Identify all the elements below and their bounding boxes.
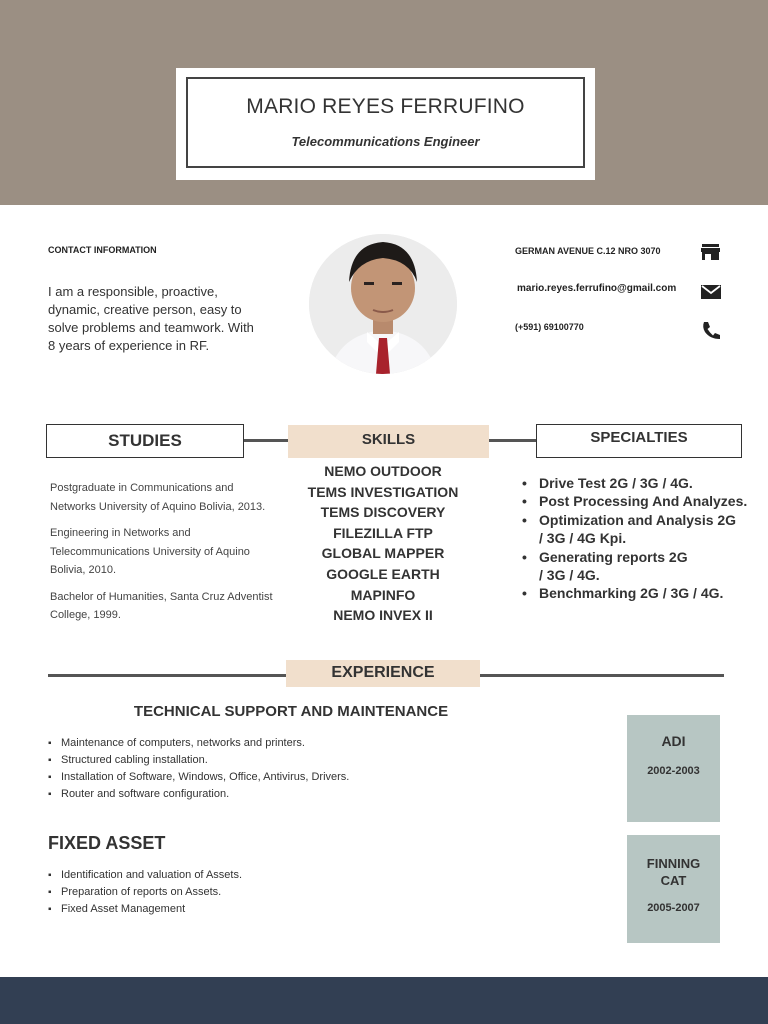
duty-item: ▪ Fixed Asset Management (48, 901, 242, 918)
experience-title: TECHNICAL SUPPORT AND MAINTENANCE (133, 703, 449, 720)
org-card (627, 835, 720, 943)
skills-heading: SKILLS (288, 425, 489, 458)
footer-band (0, 977, 768, 1024)
specialty-item: • Drive Test 2G / 3G / 4G. (520, 474, 760, 492)
name-card (176, 68, 595, 180)
org-name: ADI (661, 733, 686, 749)
org-years: 2005-2007 (647, 902, 700, 914)
store-icon (700, 242, 722, 262)
studies-heading: STUDIES (46, 424, 244, 458)
skills-list (283, 461, 483, 626)
mail-icon (700, 282, 722, 302)
skill-item: MAPINFO (350, 586, 416, 603)
study-item: Engineering in Networks and Telecommunications University of Aquino Bolivia, 2010. (50, 527, 250, 576)
skill-item: GLOBAL MAPPER (321, 545, 445, 562)
study-item: Bachelor of Humanities, Santa Cruz Adventist College, 1999. (50, 590, 273, 621)
phone-icon (700, 320, 722, 340)
specialty-item: • Post Processing And Analyzes. (520, 492, 760, 510)
experience-heading: EXPERIENCE (286, 660, 480, 687)
duty-item: ▪ Maintenance of computers, networks and printers. (48, 735, 349, 752)
org-name: FINNING CAT (646, 856, 701, 888)
duty-item: ▪ Structured cabling installation. (48, 752, 349, 769)
skill-item: NEMO INVEX II (333, 607, 433, 624)
experience-title: FIXED ASSET (48, 833, 166, 853)
specialty-item: • Benchmarking 2G / 3G / 4G. (520, 584, 760, 602)
bio-text: I am a responsible, proactive, dynamic, creative person, easy to solve problems and teamwork. With 8 years of experience in RF. (48, 284, 254, 353)
profile-photo (309, 234, 457, 374)
duty-item: ▪ Preparation of reports on Assets. (48, 884, 242, 901)
contact-heading: CONTACT INFORMATION (48, 245, 157, 255)
duty-item: ▪ Identification and valuation of Assets. (48, 867, 242, 884)
studies-list (50, 479, 280, 633)
skill-item: GOOGLE EARTH (326, 565, 440, 582)
name-frame (186, 77, 585, 168)
specialties-heading: SPECIALTIES (536, 424, 742, 458)
duty-item: ▪ Router and software configuration. (48, 786, 349, 803)
specialty-item: • Generating reports 2G / 3G / 4G. (520, 548, 690, 585)
duty-item: ▪ Installation of Software, Windows, Office, Antivirus, Drivers. (48, 769, 349, 786)
skill-item: TEMS DISCOVERY (320, 504, 446, 521)
specialties-list (520, 474, 760, 603)
skill-item: NEMO OUTDOOR (324, 463, 442, 479)
specialties-connector (489, 439, 536, 442)
org-card (627, 715, 720, 822)
study-item: Postgraduate in Communications and Networks University of Aquino Bolivia, 2013. (50, 482, 266, 513)
email-link[interactable]: mario.reyes.ferrufino@gmail.com (517, 283, 677, 294)
address-text: GERMAN AVENUE C.12 NRO 3070 (515, 246, 661, 256)
specialty-item: • Optimization and Analysis 2G / 3G / 4G Kpi. (520, 511, 740, 548)
org-years: 2002-2003 (647, 765, 700, 777)
person-name: MARIO REYES FERRUFINO (246, 95, 525, 118)
studies-connector (244, 439, 288, 442)
experience-duties (48, 867, 242, 918)
skill-item: FILEZILLA FTP (333, 524, 433, 541)
job-title: Telecommunications Engineer (291, 134, 480, 149)
phone-text: (+591) 69100770 (515, 322, 584, 332)
experience-duties (48, 735, 349, 803)
skill-item: TEMS INVESTIGATION (307, 483, 459, 500)
